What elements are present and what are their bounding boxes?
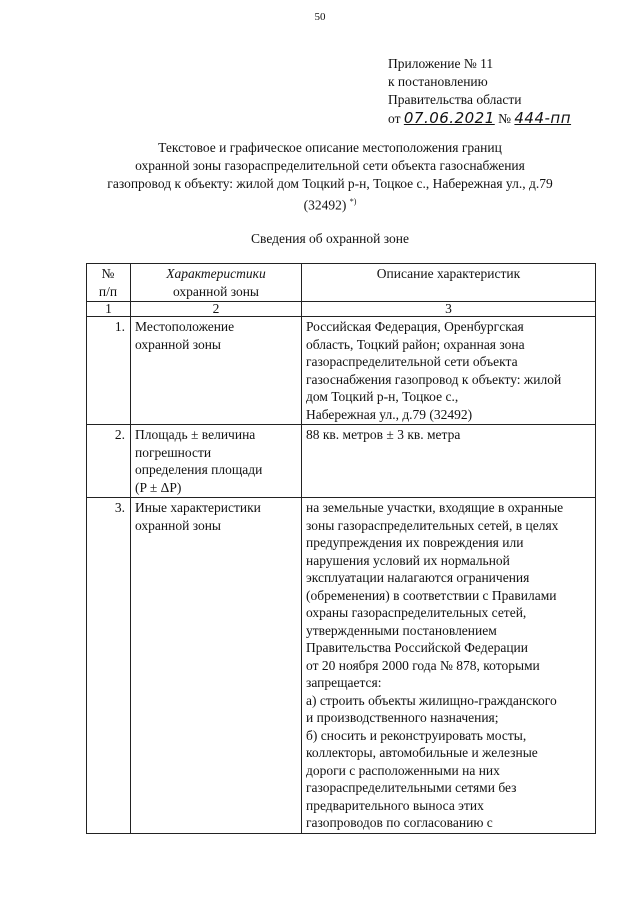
row-name: Местоположение охранной зоны xyxy=(131,317,302,425)
appendix-line: Правительства области xyxy=(388,92,522,107)
title-line: газопровод к объекту: жилой дом Тоцкий р-н, Тоцкое с., Набережная ул., д.79 xyxy=(107,176,553,191)
header-characteristics: Характеристики охранной зоны xyxy=(131,264,302,302)
title-line: Текстовое и графическое описание местоположения границ xyxy=(158,140,502,155)
title-line: охранной зоны газораспределительной сети объекта газоснабжения xyxy=(135,158,525,173)
table-row xyxy=(87,317,596,425)
header-description: Описание характеристик xyxy=(302,264,596,302)
footnote-mark: *) xyxy=(349,197,357,206)
appendix-line: Приложение № 11 xyxy=(388,56,494,71)
header-num: № п/п xyxy=(87,264,131,302)
appendix-date-line xyxy=(388,109,571,128)
index-cell: 1 xyxy=(87,302,131,317)
appendix-line: к постановлению xyxy=(388,74,488,89)
row-name: Площадь ± величина погрешности определения площади (P ± ΔP) xyxy=(131,425,302,498)
row-name: Иные характеристики охранной зоны xyxy=(131,498,302,834)
table-row xyxy=(87,425,596,498)
table-row xyxy=(87,498,596,834)
number-sign: № xyxy=(498,111,512,126)
row-description: на земельные участки, входящие в охранные зоны газораспределительных сетей, в целях предупреждения их повреждения или нарушения условий их нормальной эксплуатации налагаются ограничения (обременения) в соответствии с Правилами охраны газораспределительных сетей, утвержденными постановлением Правительства Российской Федерации от 20 ноября 2000 года № 878, которыми запрещается: а) строить объекты жилищно-гражданского и производственного назначения; б) сносить и реконструировать мосты, коллекторы, автомобильные и железные дороги с расположенными на них газораспределительными сетями без предварительного выноса этих газопроводов по согласованию с xyxy=(302,498,596,834)
handwritten-date: 07.06.2021 xyxy=(403,109,495,127)
zone-info-table xyxy=(86,263,596,834)
appendix-block xyxy=(388,55,571,128)
document-title xyxy=(70,139,590,215)
row-description: 88 кв. метров ± 3 кв. метра xyxy=(302,425,596,498)
title-line: (32492) *) xyxy=(303,197,357,213)
handwritten-number: 444-пп xyxy=(514,109,572,127)
row-description: Российская Федерация, Оренбургская область, Тоцкий район; охранная зона газораспределительной сети объекта газоснабжения газопровод к объекту: жилой дом Тоцкий р-н, Тоцкое с., Набережная ул., д.79 (32492) xyxy=(302,317,596,425)
date-prefix: от xyxy=(388,111,401,126)
row-number: 1. xyxy=(87,317,131,425)
page-number: 50 xyxy=(314,11,326,23)
table-index-row xyxy=(87,302,596,317)
table-header-row xyxy=(87,264,596,302)
section-subtitle: Сведения об охранной зоне xyxy=(251,231,409,246)
index-cell: 2 xyxy=(131,302,302,317)
index-cell: 3 xyxy=(302,302,596,317)
row-number: 2. xyxy=(87,425,131,498)
row-number: 3. xyxy=(87,498,131,834)
